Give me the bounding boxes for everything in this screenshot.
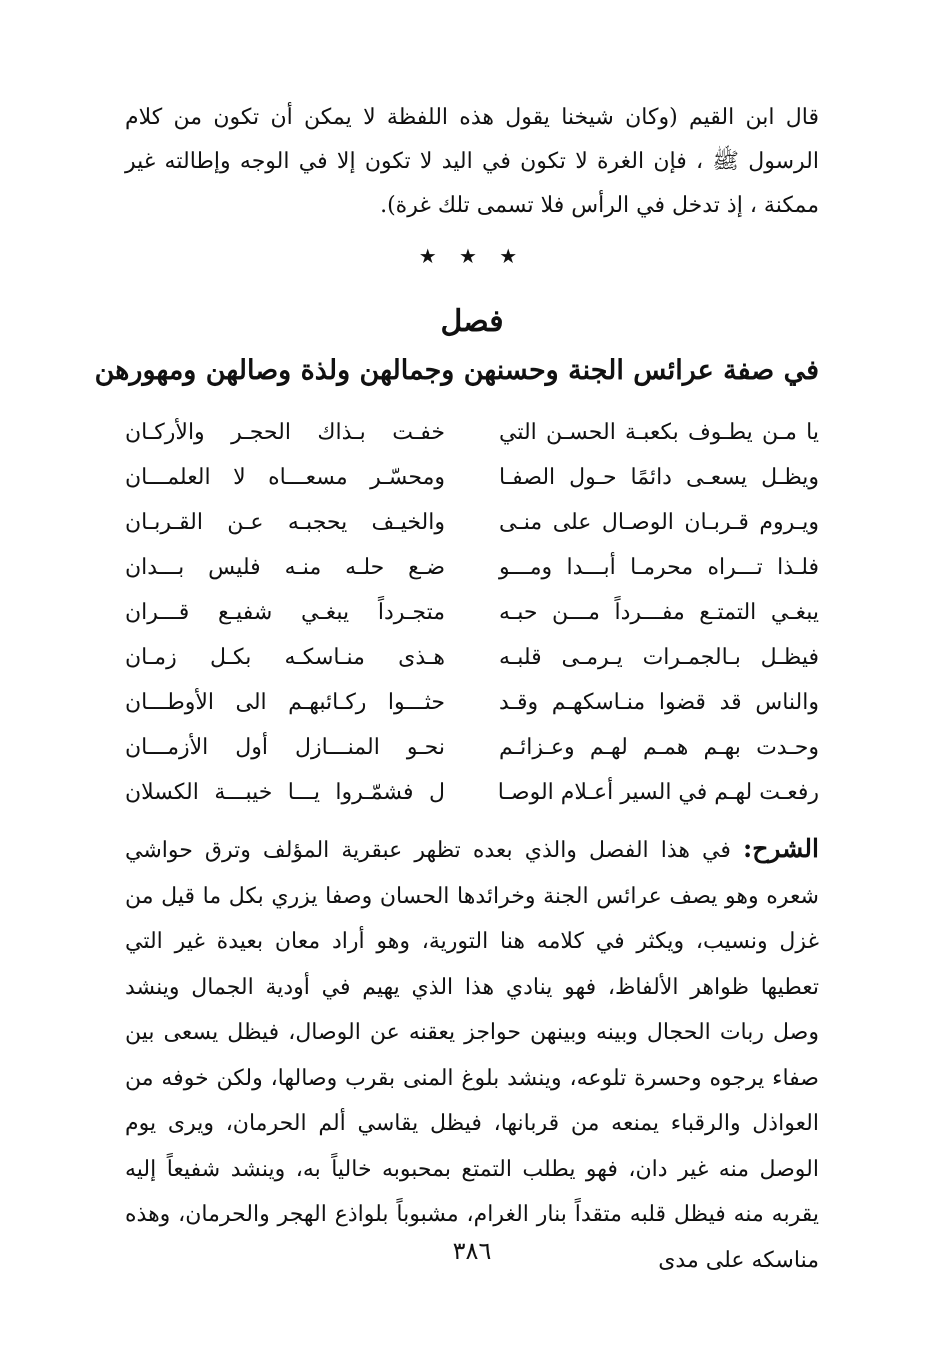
verse-first-half: فلـذا تـــراه محرمـا أبـــدا ومـــو xyxy=(499,555,819,580)
poem-verse xyxy=(125,455,819,500)
section-separator: ★ ★ ★ xyxy=(418,244,526,268)
verse-first-half: رفعـت لهـم في السير أعـلام الوصـا xyxy=(497,780,819,805)
poem-verse xyxy=(125,590,819,635)
verse-first-half: وحـدت بهـم همـم لهـم وعـزائـم xyxy=(499,735,819,760)
commentary-paragraph xyxy=(125,826,819,1283)
poem-verse xyxy=(125,635,819,680)
poem-verse xyxy=(125,770,819,815)
section-heading: فصل xyxy=(440,304,504,339)
verse-second-half: خفـت بـذاك الحجـر والأركـان xyxy=(125,420,445,445)
poem-verse xyxy=(125,500,819,545)
commentary-label: الشرح: xyxy=(742,834,819,863)
poem xyxy=(125,410,819,815)
poem-verse xyxy=(125,725,819,770)
verse-second-half: ل فشمّـروا يـــا خيبـــة الكسلان xyxy=(125,780,445,805)
poem-verse xyxy=(125,410,819,455)
commentary-text: في هذا الفصل والذي بعده تظهر عبقرية المؤلف وترق حواشي شعره وهو يصف عرائس الجنة وخرائدها الحسان وصفا يزري بكل ما قيل من غزل ونسيب، ويكثر في كلامه هنا التورية، وهو أراد معان بعيدة غير التي تعطيها ظواهر الألفاظ، فهو ينادي هذا الذي يهيم في أودية الجمال وينشد وصل ربات الحجال وبينه وبينهن حواجز يعقنه عن الوصال، فيظل يسعى بين صفاء يرجوه وحسرة تلوعه، وينشد بلوغ المنى بقرب وصالها، ولكن خوفه من العواذل والرقباء يمنعه من قربانها، فيظل يقاسي ألم الحرمان، ويرى يوم الوصل منه غير دان، فهو يطلب التمتع بمحبوبه خالياً به، وينشد شفيعاً إليه يقربه منه فيظل قلبه متقداً بنار الغرام، مشبوباً بلواذع الهجر والحرمان، وهذه مناسكه على مدى xyxy=(125,838,819,1273)
page-number: ٣٨٦ xyxy=(452,1237,492,1265)
verse-second-half: هـذى منـاسكـه بكـل زمـان xyxy=(125,645,445,670)
verse-second-half: حثـــوا ركـائبهـم الى الأوطـــان xyxy=(125,690,445,715)
verse-second-half: ومحسّـر مسعـــاه لا العلمـــان xyxy=(125,465,445,490)
verse-first-half: ويظـل يسعـى دائمًا حـول الصفـا xyxy=(499,465,819,490)
verse-first-half: ويـروم قـربـان الوصـال على منـى xyxy=(499,510,819,535)
verse-first-half: والناس قد قضوا منـاسكهـم وقـد xyxy=(499,690,819,715)
verse-first-half: فيظـل بـالجمـرات يـرمـى قلبـه xyxy=(499,645,819,670)
poem-verse xyxy=(125,545,819,590)
verse-second-half: ضـع حلـه منـه فليس بـــدان xyxy=(125,555,445,580)
intro-text: قال ابن القيم (وكان شيخنا يقول هذه اللفظة لا يمكن أن تكون من كلام الرسول ﷺ ، فإن الغرة لا تكون في اليد لا تكون إلا في الوجه وإطالته غير ممكنة ، إذ تدخل في الرأس فلا تسمى تلك غرة). xyxy=(125,105,819,218)
commentary-body xyxy=(125,826,819,1283)
intro-paragraph xyxy=(125,96,819,228)
verse-second-half: متجـرداً يبغـي شفيـع قـــران xyxy=(125,600,445,625)
section-subtitle: في صفة عرائس الجنة وحسنهن وجمالهن ولذة وصالهن ومهورهن xyxy=(94,355,819,386)
verse-first-half: يا مـن يطـوف بكعبـة الحسـن التي xyxy=(499,420,819,445)
verse-second-half: والخيـف يحجبـه عـن القـربـان xyxy=(125,510,445,535)
poem-verse xyxy=(125,680,819,725)
verse-second-half: نحـو المنـــازل أول الأزمـــان xyxy=(125,735,445,760)
verse-first-half: يبغـي التمتـع مفـــرداً مـــن حبـه xyxy=(499,600,819,625)
